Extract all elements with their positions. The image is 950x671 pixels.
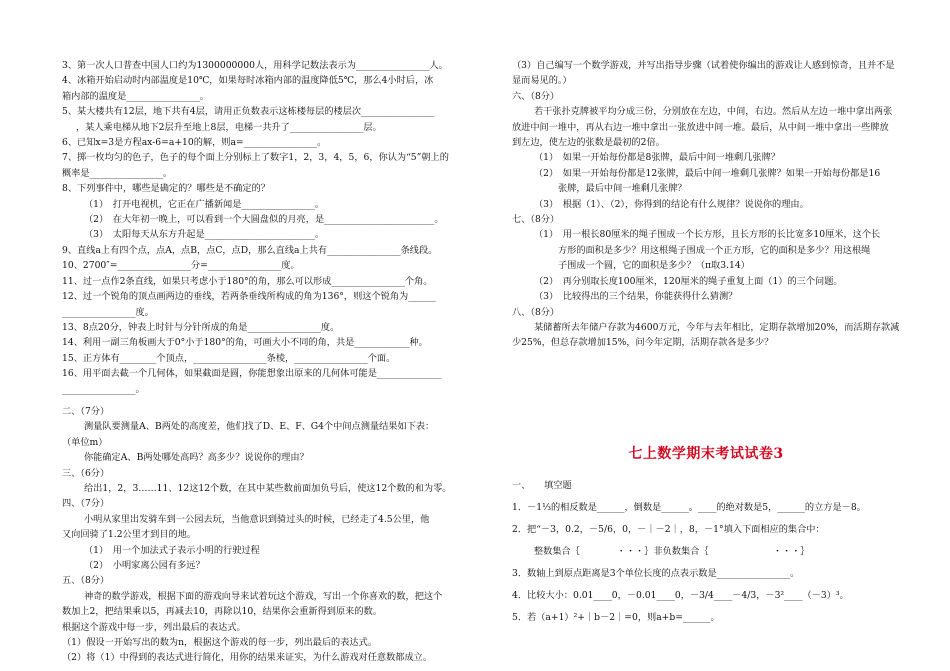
fill-q1: 1．－1⅓的相反数是______，倒数是______。____的绝对数是5，______的立方是－8。 xyxy=(512,502,866,513)
exam-title: 七上数学期末考试试卷3 xyxy=(628,446,784,462)
section-8-text: 某储蓄所去年储户存款为4600万元，今年与去年相比，定期存款增加20%，而活期存款减 xyxy=(534,321,900,333)
section-6-text-cont: 放进中间一堆中，再从右边一堆中拿出一张放进中间一堆。最后，从中间一堆中拿出一些牌放 xyxy=(512,121,889,133)
fill-in-heading: 一、 填空题 xyxy=(512,480,572,491)
q5: 5、某大楼共有12层，地下共有4层，请用正负数表示这栋楼每层的楼层次________________ xyxy=(62,106,435,118)
section-4-text: 小明从家里出发骑车到一公园去玩，当他意识到骑过头的时候，已经走了4.5公里，他 xyxy=(84,513,430,525)
q14: 14、利用一副三角板画大于0°小于180°的角，可画大小不同的角，共是____________种。 xyxy=(62,337,428,349)
section-6-text: 若干张扑克牌被平均分成三份，分别放在左边，中间，右边。然后从左边一堆中拿出两张 xyxy=(534,106,893,118)
q16-cont: ________________。 xyxy=(62,383,145,395)
section-6-q2: （2） 如果一开始每份都是12张牌，最后中间一堆剩几张牌？如果一开始每份都是16 xyxy=(534,167,881,179)
section-4-q1: （1） 用一个加法式子表示小明的行驶过程 xyxy=(84,544,260,556)
section-4-heading: 四、（7分） xyxy=(62,498,110,510)
q4: 4、冰箱开始启动时内部温度是10℃，如果每时冰箱内部的温度降低5℃，那么4小时后，冰 xyxy=(62,75,434,87)
q15: 15、正方体有________个顶点，________________条棱，________________个面。 xyxy=(62,352,396,364)
section-3-heading: 三、（6分） xyxy=(62,467,110,479)
section-5-q2: （2）将（1）中得到的表达式进行简化，用你的结果来证实，为什么游戏对任意数都成立。 xyxy=(62,652,433,664)
section-5-q3: （3）自己编写一个数学游戏，并写出指导步骤（试着使你编出的游戏让人感到惊奇，且并不是 xyxy=(512,60,895,71)
section-5-q3-cont: 显而易见的。） xyxy=(512,75,572,87)
section-2-question: 你能确定A、B两处哪处高吗？高多少？说说你的理由？ xyxy=(84,452,309,464)
exam-3-block xyxy=(512,437,900,629)
fill-q2-sets: 整数集合｛ ・・・｝非负数集合｛ ・・・｝ xyxy=(534,546,810,557)
section-8-text-cont: 少25%，但总存款增加15%，问今年定期，活期存款各是多少？ xyxy=(512,337,774,349)
section-7-heading: 七、（8分） xyxy=(512,214,560,226)
section-7-q1: （1） 用一根长80厘米的绳子围成一个长方形，且长方形的长比宽多10厘米，这个长 xyxy=(534,229,881,241)
q10: 10、2700″=________________分=________________度。 xyxy=(62,260,300,272)
fill-q2: 2．把“－3，0.2，－5/6，0，－｜－2｜，8，－1°填入下面相应的集合中： xyxy=(512,524,825,535)
fill-q3: 3．数轴上到原点距离是3个单位长度的点表示数是________________。 xyxy=(512,568,800,579)
q3: 3、第一次人口普查中国人口约为1300000000人，用科学记数法表示为________________人。 xyxy=(62,60,448,71)
q16: 16、用平面去截一个几何体，如果截面是圆，你能想象出原来的几何体可能是______________ xyxy=(62,368,442,380)
section-2-heading: 二、（7分） xyxy=(62,405,110,417)
section-2-unit: （单位m） xyxy=(62,436,108,448)
left-column xyxy=(62,58,460,666)
q9: 9、直线a上有四个点，点A，点B，点C，点D，那么直线a上共有________________条线段。 xyxy=(62,244,438,256)
section-4-text-cont: 又向回骑了1.2公里才到目的地。 xyxy=(62,529,197,541)
section-5-instruction: 根据这个游戏中每一步，列出最后的表达式。 xyxy=(62,621,246,633)
section-5-text-cont: 数加上2，把结果乘以5，再减去10，再除以10，结果你会重新得到原来的数。 xyxy=(62,606,382,618)
section-7-q2: （2） 再分别取长度100厘米，120厘米的绳子重复上面（1）的三个问题。 xyxy=(534,275,843,287)
q11: 11、过一点作2条直线，如果只考虑小于180°的角，那么可以形成________________个角。 xyxy=(62,275,433,287)
section-4-q2: （2） 小明家离公园有多远？ xyxy=(84,560,205,571)
q7-cont: 概率是________________。 xyxy=(62,167,173,179)
q8: 8、下列事件中，哪些是确定的？哪些是不确定的？ xyxy=(62,183,270,195)
fill-q5: 5．若（a+1）²+｜b－2｜=0，则a+b=______。 xyxy=(512,612,720,623)
section-7-q1-cont: 方形的面积是多少？用这根绳子围成一个正方形，它的面积是多少？用这根绳 xyxy=(558,244,871,256)
q12-cont: ________________度。 xyxy=(62,306,154,318)
q7: 7、掷一枚均匀的色子，色子的每个面上分别标上了数字1，2，3，4，5，6，你认为“5”朝上的 xyxy=(62,152,449,164)
section-7-q1-cont2: 子围成一个圆，它的面积是多少？（π取3.14） xyxy=(558,260,750,272)
section-6-text-cont2: 到左边，使左边的张数是最初的2倍。 xyxy=(512,137,665,149)
q5-cont: ，某人乘电梯从地下2层升至地上8层，电梯一共升了________________层。 xyxy=(76,121,382,133)
section-3-text: 给出1，2，3……11、12这12个数，在其中某些数前面加负号后，使这12个数的和为零。 xyxy=(84,482,452,494)
right-column xyxy=(512,58,900,351)
q8-2: （2） 在大年初一晚上，可以看到一个大圆盘似的月亮，是________________________。 xyxy=(84,214,444,226)
section-7-q3: （3） 比较得出的三个结果，你能获得什么猜测？ xyxy=(534,291,738,303)
q4-cont: 箱内部的温度是________________。 xyxy=(62,90,209,102)
q8-1: （1） 打开电视机，它正在广播新闻是________________。 xyxy=(84,198,325,210)
section-5-heading: 五、（8分） xyxy=(62,575,110,587)
section-6-q2-cont: 张牌，最后中间一堆剩几张牌？ xyxy=(558,183,687,195)
q13: 13、8点20分，钟表上时针与分针所成的角是________________度。 xyxy=(62,321,340,333)
section-5-q1: （1）假设一开始写出的数为n，根据这个游戏的每一步，列出最后的表达式。 xyxy=(62,637,377,649)
section-6-q1: （1） 如果一开始每份都是8张牌，最后中间一堆剩几张牌？ xyxy=(534,152,780,164)
q6: 6、已知x=3是方程ax-6=a+10的解，则a=________________。 xyxy=(62,137,327,149)
section-5-text: 神奇的数学游戏，根据下面的游戏向导来试着玩这个游戏，写出一个你喜欢的数，把这个 xyxy=(84,590,443,602)
section-8-heading: 八、（8分） xyxy=(512,306,560,318)
section-6-heading: 六、（8分） xyxy=(512,90,560,102)
fill-q4: 4．比较大小：0.01____0，－0.01____0，－3/4____－4/3，－3²____（－3）³。 xyxy=(512,590,849,601)
q12: 12、过一个锐角的顶点画两边的垂线，若两条垂线所构成的角为136°，则这个锐角为______ xyxy=(62,291,436,303)
section-2-text: 测量队要测量A、B两处的高度差，他们找了D、E、F、G4个中间点测量结果如下表： xyxy=(84,421,435,433)
q8-3: （3） 太阳每天从东方升起是________________________。 xyxy=(84,229,325,241)
section-6-q3: （3） 根据（1）、（2），你得到的结论有什么规律？说说你的理由。 xyxy=(534,198,809,210)
